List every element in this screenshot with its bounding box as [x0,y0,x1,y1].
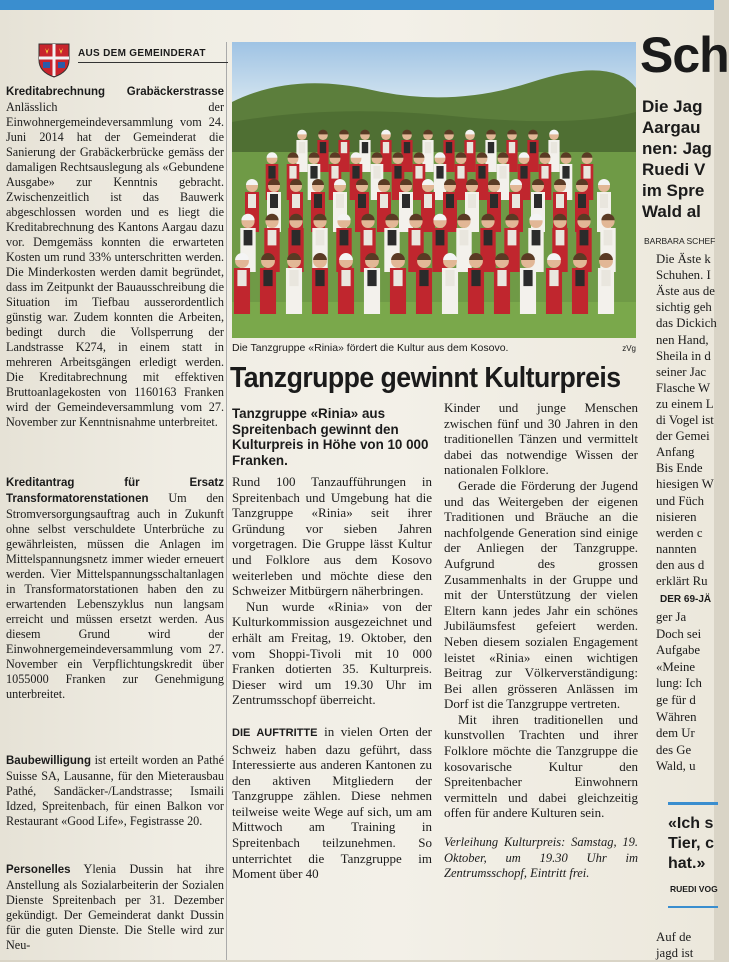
quote-rule [668,802,718,805]
right-text-line: Sheila in d [656,348,711,363]
right-text-line: Wald, u [656,759,696,774]
right-text-line: und Füch [656,493,704,508]
article-col1 [232,474,432,882]
news-item-head: Kreditabrechnung Grabäckerstrasse [6,86,224,98]
news-item-text: ist erteilt worden an Pathé Suisse SA, Lausanne, für den Mieterausbau Pathé, Sandäcker-/Landstrasse; Ismaili Idzed, Spreitenbach, für einen Balkon vor Restaurant «Good Life», Fegistrasse 20. [6,753,224,828]
right-text-line: das Dickich [656,316,717,331]
right-text-line: Währen [656,709,697,724]
news-item-baubewilligung [6,753,224,829]
photo-caption: Die Tanzgruppe «Rinia» fördert die Kultur aus dem Kosovo. zVg [232,342,636,354]
coat-of-arms-icon [36,42,72,78]
right-text-line: seiner Jac [656,364,707,379]
news-item-personelles [6,862,224,953]
article-paragraph: Gerade die Förderung der Jugend und das Weitergeben der eigenen Traditionen und Bräuche an die nachfolgende Generation sind einige der Anliegen der Tanzgruppe. Aufgrund des grossen Zusammenhalts in der Gruppe und mit der Unterstützung der vielen Eltern kann jedes Jahr ein schönes Jubiläumsfest gefeiert werden. Neben diesem sozialen Engagement leistet «Rinia» einen wichtigen Beitrag zur Völkerverständigung: Bei allen grösseren Anlässen im Dorf ist die Tanzgruppe vertreten. [444,477,638,712]
right-text-line: der Gemei [656,429,710,444]
lead-text: Tanzgruppe «Rinia» aus Spreitenbach gewinnt den Kulturpreis in Höhe von 10 000 Franken. [232,406,429,468]
news-item-text: Ylenia Dussin hat ihre Anstellung als Sozialarbeiterin der Sozialen Dienste Spreitenbach per 31. Dezember gekündigt. Der Gemeinderat dankt Dussin für die guten Dienste. Die Stelle wird zur Neu- [6,862,224,952]
news-item-kreditabrechnung [6,84,224,430]
article-paragraph: Mit ihren traditionellen und kunstvollen Trachten und ihrer Folklore möchte die Tanzgruppe die kosovarische Kultur den Spreitenbacher Einwohnern vermitteln und dabei gleichzeitig offen für andere Kulturen sein. [444,711,638,821]
right-text-line: ger Ja [656,610,687,624]
article-col2 [444,400,638,882]
right-text-line: Anfang [656,445,695,460]
right-article-title: Sch [640,27,729,83]
headline: Tanzgruppe gewinnt Kulturpreis [230,362,621,394]
photo-credit: zVg [622,344,636,353]
quote-rule [668,906,718,908]
article-paragraph: Kinder und junge Menschen zwischen fünf und 30 Jahren in den traditionellen Tänzen und vermittelt dabei das notwendige Wissen der nationalen Folklore. [444,400,638,478]
article-paragraph: Nun wurde «Rinia» von der Kulturkommission ausgezeichnet und erhält am Freitag, 19. Oktober, den vom Shoppi-Tivoli mit 10 000 Franken dotierten 35. Kulturpreis. Dieser wird um 19.30 Uhr im Zentrumsschopf überreicht. [232,598,432,708]
right-text-line: hiesigen W [656,477,714,492]
right-article-subhead: DER 69-JÄ [660,594,712,605]
article-subhead: DIE AUFTRITTE [232,726,318,739]
quote-author: RUEDI VOG [670,884,718,894]
right-text-line: jagd ist [656,946,694,960]
right-text-line: Flasche W [656,380,711,395]
header-band [0,0,714,10]
right-text-line: dem Ur [656,726,695,741]
right-text-line: Aufgabe [656,643,701,658]
right-text-line: den aus d [656,557,705,572]
right-text-line: nen Hand, [656,332,709,347]
right-text-line: ge für d [656,693,696,707]
right-text-line: di Vogel ist [656,413,714,427]
right-text-line: sichtig geh [656,300,712,315]
right-text-line: lung: Ich [656,676,702,691]
right-text-line: nisieren [656,509,697,524]
right-quote: «Ich s Tier, c hat.» [668,815,714,872]
news-item-head: Personelles [6,864,71,876]
article-paragraph: Rund 100 Tanzaufführungen in Spreitenbach und Umgebung hat die Tanzgruppe «Rinia» seit ihrer Gründung vor sieben Jahren vorgetragen. Die Gruppe lässt Kultur und Folklore aus dem Kosovo weiterleben und möchte diese den Schweizer Mitbürgern näherbringen. [232,474,432,599]
right-article-author: BARBARA SCHEF [644,236,716,246]
right-text-line: Schuhen. I [656,268,711,283]
right-text-line: werden c [656,525,703,540]
right-text-line: Doch sei [656,626,702,641]
news-item-text: Anlässlich der Einwohnergemeindeversammlung vom 24. Juni 2014 hat der Gemeinderat die Sanierung der Grabäckerbrücke gemäss der damaligen Rechtsauslegung als «Gebundene Ausgabe» zur Kenntnis gebracht. Zwischenzeitlich ist das Bauwerk abgeschlossen worden und es liegt die Kreditabrechnung des Kantons Aargau dazu vor. Demgemäss konnten die erwarteten Kosten um rund 33% unterschritten werden. Die Minderkosten werden damit begründet, dass im Zeitpunkt der Bauausschreibung die Situation im Tiefbau ausserordentlich günstig war. Zudem konnten die Arbeiten, bedingt durch die Vollsperrung der Landstrasse K274, in einem statt in mehreren Arbeitsgängen erledigt werden. Die Kreditabrechnung mit effektiven Bruttoanlagekosten von 1160163 Franken wird der Gemeindeversammlung vom 27. November zur Kenntnisnahme unterbreitet. [6,100,224,429]
section-title: AUS DEM GEMEINDERAT [78,48,228,63]
news-item-head: Baubewilligung [6,755,91,767]
right-text-line: zu einem L [656,396,714,411]
right-text-line: des Ge [656,742,692,757]
right-text-line: Die Äste k [656,252,711,266]
right-text-line: nannten [656,541,697,556]
column-rule [226,42,227,960]
news-item-kreditantrag [6,475,224,702]
right-text-line: «Meine [656,659,696,674]
news-item-head: Kreditantrag für Ersatz Transformatorenstationen [6,477,224,505]
right-text-line: Auf de [656,930,692,944]
news-item-text: Um den Stromversorgungsauftrag auch in Zukunft ohne selbst verschuldete Unterbrüche zu gewährleisten, müssen die Anlagen im Mittelspannungsnetz immer wieder erneuert werden. Vier Mittelspannungsschaltanlagen in Transformatorstationen haben den zu erwartenden Lebenszyklus nun langsam erreicht und müssen ersetzt werden. Aus diesem Grund wird der Einwohnergemeindeversammlung vom 27. November ein Verpflichtungskredit über 1055000 Franken zur Genehmigung unterbreitet. [6,491,224,701]
event-info: Verleihung Kulturpreis: Samstag, 19. Oktober, um 19.30 Uhr im Zentrumsschopf, Eintritt frei. [444,835,638,881]
group-photo [232,42,636,338]
right-article-sub: Die Jag Aargau nen: Jag Ruedi V im Spre Wald al [642,97,712,221]
right-text-line: Bis Ende [656,461,703,476]
article-paragraph: in vielen Orten der Schweiz haben dazu geführt, dass Interessierte aus anderen Kantonen zu den aktiven Mitgliedern der Tanzgruppe zählen. Diese nehmen teilweise weite Wege auf sich, um am Mittwoch am Training in Spreitenbach teilzunehmen. So unterrichtet die Tanzgruppe im Moment über 40 [232,723,432,882]
right-text-line: erklärt Ru [656,574,708,588]
right-text-line: Äste aus de [656,284,715,299]
